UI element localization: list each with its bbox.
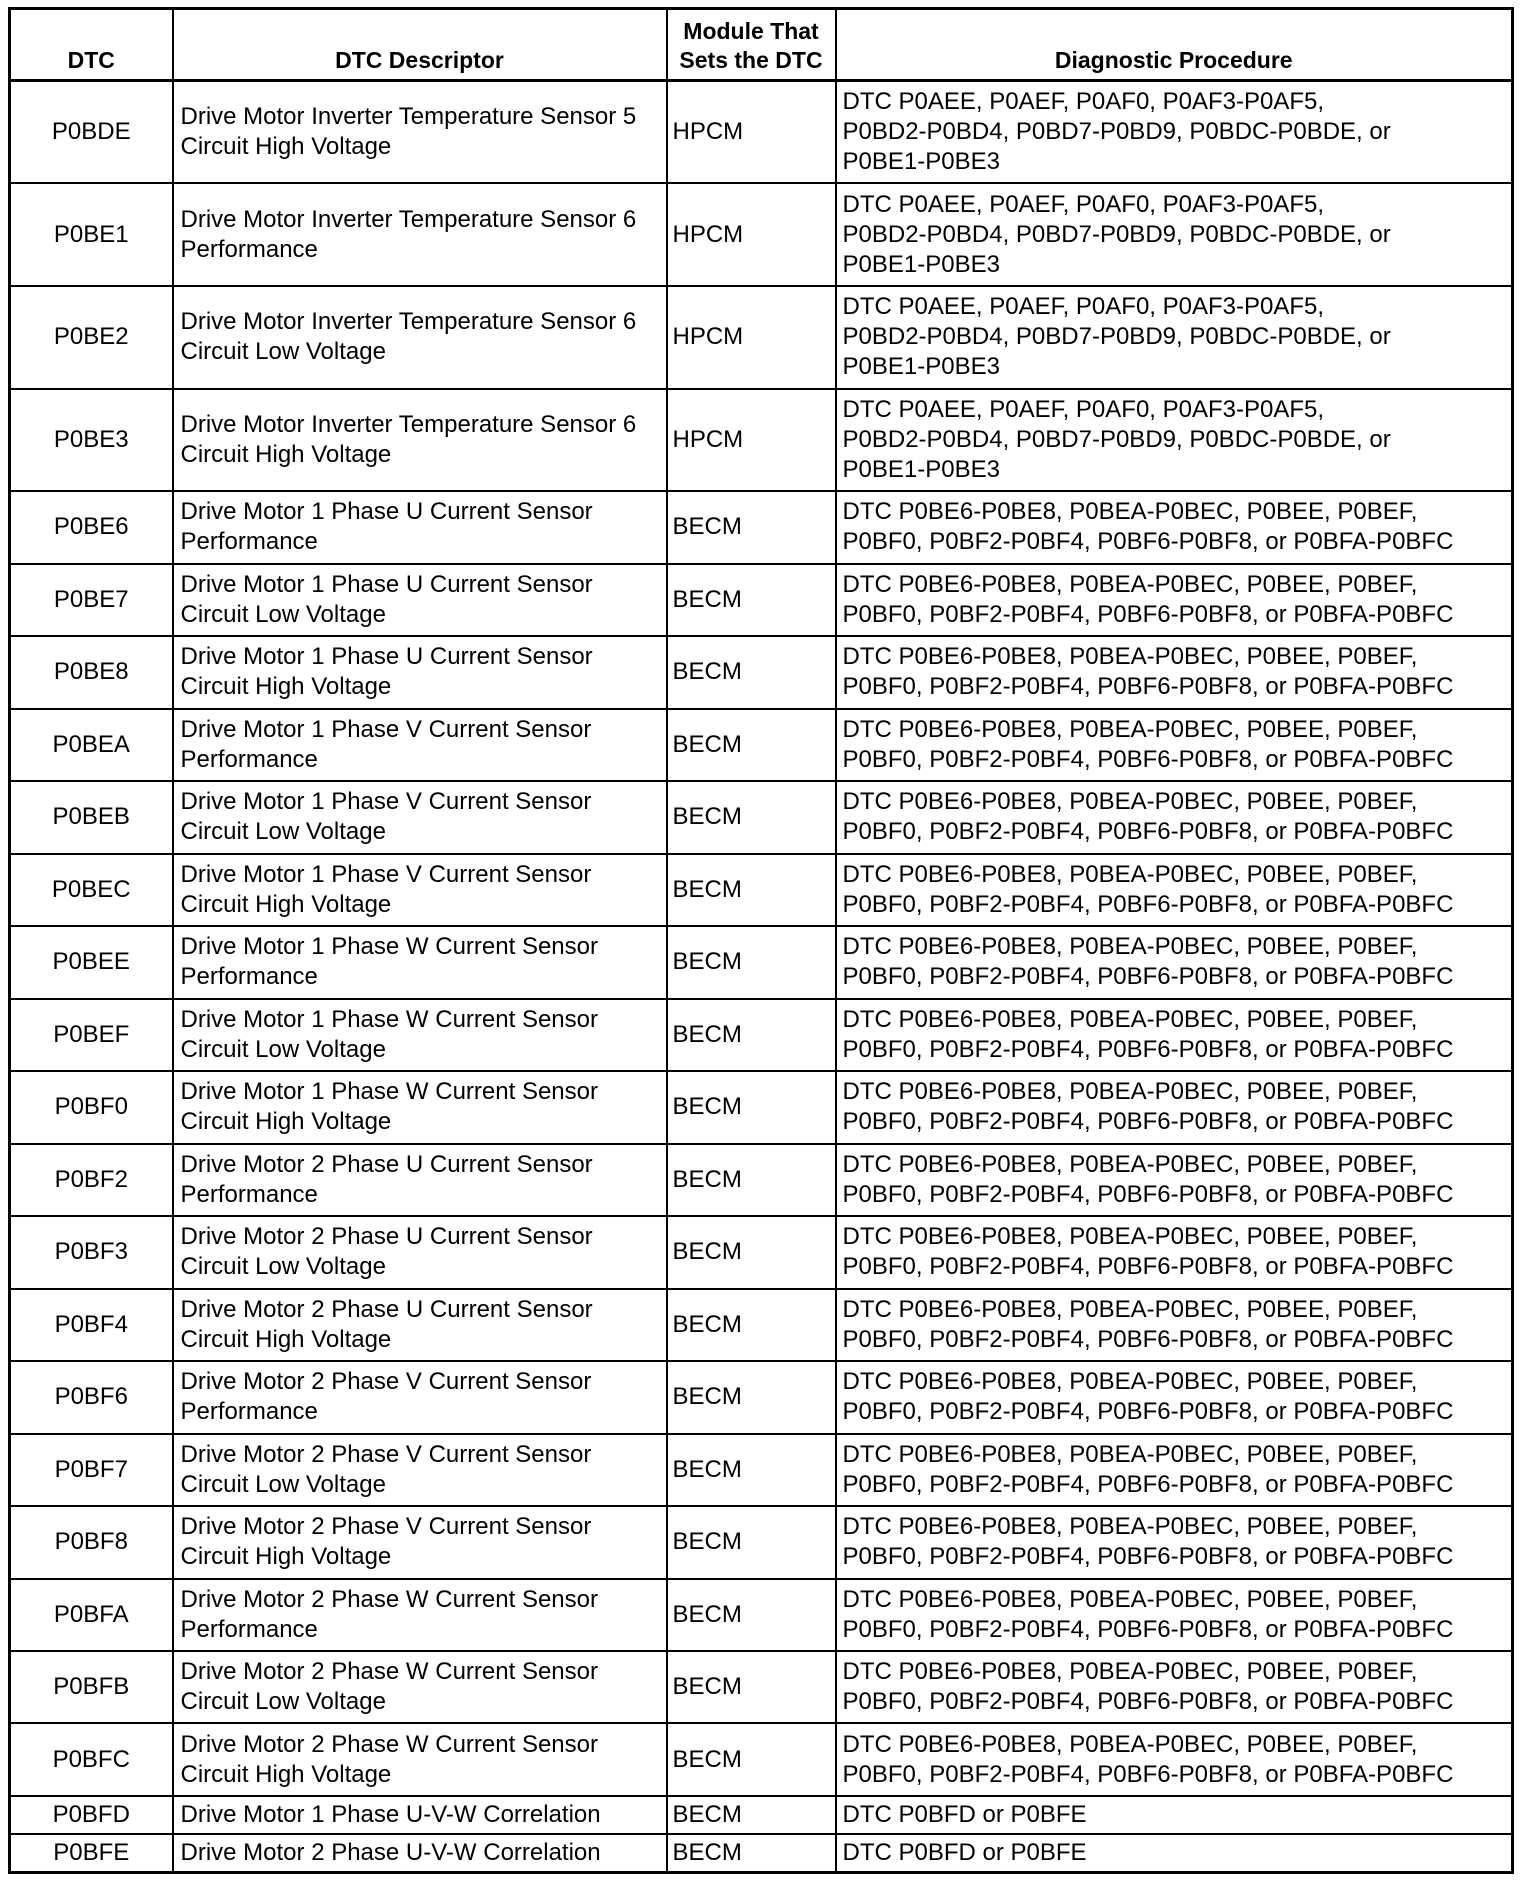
descriptor-line-2: Circuit High Voltage [180, 133, 392, 161]
procedure-line-1: DTC P0BE6-P0BE8, P0BEA-P0BEC, P0BEE, P0BEF, [842, 715, 1418, 743]
procedure-line-1: DTC P0BE6-P0BE8, P0BEA-P0BEC, P0BEE, P0BEF, [842, 1368, 1418, 1396]
module-cell: BECM [667, 1361, 836, 1433]
dtc-code-cell: P0BF7 [10, 1434, 173, 1506]
diagnostic-procedure-cell [836, 183, 1513, 286]
procedure-line-2: P0BF0, P0BF2-P0BF4, P0BF6-P0BF8, or P0BFA-P0BFC [842, 1108, 1454, 1136]
descriptor-line-1: Drive Motor 2 Phase U-V-W Correlation [180, 1839, 601, 1867]
descriptor-line-2: Performance [180, 1398, 318, 1426]
dtc-code-cell: P0BE6 [10, 491, 173, 563]
module-cell: BECM [667, 1216, 836, 1288]
dtc-code-cell: P0BFD [10, 1796, 173, 1834]
header-module-line1: Module That [683, 18, 819, 44]
diagnostic-procedure-cell [836, 1361, 1513, 1433]
procedure-line-2: P0BD2-P0BD4, P0BD7-P0BD9, P0BDC-P0BDE, or [842, 220, 1391, 248]
descriptor-line-2: Circuit Low Voltage [180, 1253, 386, 1281]
diagnostic-procedure-cell [836, 286, 1513, 389]
procedure-line-2: P0BF0, P0BF2-P0BF4, P0BF6-P0BF8, or P0BFA-P0BFC [842, 1035, 1454, 1063]
table-row [10, 854, 1513, 926]
diagnostic-procedure-cell [836, 1579, 1513, 1651]
table-row [10, 1723, 1513, 1795]
descriptor-line-1: Drive Motor 1 Phase U Current Sensor [180, 570, 593, 598]
procedure-line-1: DTC P0BE6-P0BE8, P0BEA-P0BEC, P0BEE, P0BEF, [842, 1440, 1418, 1468]
diagnostic-procedure-cell [836, 389, 1513, 492]
diagnostic-procedure-cell [836, 1434, 1513, 1506]
dtc-descriptor-cell [173, 1144, 667, 1216]
descriptor-line-2: Circuit Low Voltage [180, 338, 386, 366]
descriptor-line-1: Drive Motor 1 Phase W Current Sensor [180, 1078, 598, 1106]
descriptor-line-1: Drive Motor 1 Phase U Current Sensor [180, 643, 593, 671]
dtc-table [8, 7, 1514, 1874]
descriptor-line-1: Drive Motor 2 Phase W Current Sensor [180, 1585, 598, 1613]
dtc-code-cell: P0BEB [10, 781, 173, 853]
procedure-line-1: DTC P0BE6-P0BE8, P0BEA-P0BEC, P0BEE, P0BEF, [842, 788, 1418, 816]
descriptor-line-1: Drive Motor 2 Phase V Current Sensor [180, 1440, 592, 1468]
module-cell: BECM [667, 1289, 836, 1361]
table-row [10, 1361, 1513, 1433]
diagnostic-procedure-cell [836, 1289, 1513, 1361]
descriptor-line-2: Circuit High Voltage [180, 1760, 392, 1788]
dtc-code-cell: P0BF6 [10, 1361, 173, 1433]
dtc-descriptor-cell [173, 183, 667, 286]
dtc-code-cell: P0BF8 [10, 1506, 173, 1578]
module-cell: HPCM [667, 81, 836, 184]
table-row [10, 781, 1513, 853]
dtc-code-cell: P0BF3 [10, 1216, 173, 1288]
procedure-line-1: DTC P0BE6-P0BE8, P0BEA-P0BEC, P0BEE, P0BEF, [842, 1078, 1418, 1106]
descriptor-line-1: Drive Motor Inverter Temperature Sensor 6 [180, 205, 637, 233]
module-cell: BECM [667, 709, 836, 781]
procedure-line-1: DTC P0BE6-P0BE8, P0BEA-P0BEC, P0BEE, P0BEF, [842, 1005, 1418, 1033]
procedure-line-1: DTC P0BE6-P0BE8, P0BEA-P0BEC, P0BEE, P0BEF, [842, 1223, 1418, 1251]
dtc-descriptor-cell [173, 81, 667, 184]
descriptor-line-2: Circuit High Voltage [180, 1543, 392, 1571]
descriptor-line-2: Performance [180, 963, 318, 991]
dtc-descriptor-cell [173, 1834, 667, 1872]
procedure-line-2: P0BF0, P0BF2-P0BF4, P0BF6-P0BF8, or P0BFA-P0BFC [842, 1688, 1454, 1716]
dtc-code-cell: P0BEA [10, 709, 173, 781]
descriptor-line-2: Performance [180, 745, 318, 773]
procedure-line-1: DTC P0AEE, P0AEF, P0AF0, P0AF3-P0AF5, [842, 395, 1325, 423]
procedure-line-2: P0BD2-P0BD4, P0BD7-P0BD9, P0BDC-P0BDE, or [842, 118, 1391, 146]
procedure-line-2: P0BF0, P0BF2-P0BF4, P0BF6-P0BF8, or P0BFA-P0BFC [842, 818, 1454, 846]
table-row [10, 1579, 1513, 1651]
descriptor-line-1: Drive Motor 1 Phase V Current Sensor [180, 788, 592, 816]
dtc-descriptor-cell [173, 1651, 667, 1723]
dtc-descriptor-cell [173, 1796, 667, 1834]
procedure-line-2: P0BF0, P0BF2-P0BF4, P0BF6-P0BF8, or P0BFA-P0BFC [842, 963, 1454, 991]
header-procedure: Diagnostic Procedure [836, 9, 1513, 81]
dtc-descriptor-cell [173, 1361, 667, 1433]
dtc-descriptor-cell [173, 1434, 667, 1506]
procedure-line-3: P0BE1-P0BE3 [842, 148, 1000, 176]
module-cell: HPCM [667, 286, 836, 389]
procedure-line-1: DTC P0BE6-P0BE8, P0BEA-P0BEC, P0BEE, P0BEF, [842, 498, 1418, 526]
descriptor-line-2: Circuit High Voltage [180, 890, 392, 918]
dtc-code-cell: P0BFA [10, 1579, 173, 1651]
module-cell: BECM [667, 1506, 836, 1578]
descriptor-line-2: Circuit Low Voltage [180, 1470, 386, 1498]
procedure-line-1: DTC P0BE6-P0BE8, P0BEA-P0BEC, P0BEE, P0BEF, [842, 1295, 1418, 1323]
header-dtc: DTC [10, 9, 173, 81]
procedure-line-1: DTC P0AEE, P0AEF, P0AF0, P0AF3-P0AF5, [842, 293, 1325, 321]
module-cell: BECM [667, 1071, 836, 1143]
descriptor-line-2: Circuit High Voltage [180, 440, 392, 468]
descriptor-line-1: Drive Motor 1 Phase V Current Sensor [180, 860, 592, 888]
procedure-line-2: P0BF0, P0BF2-P0BF4, P0BF6-P0BF8, or P0BFA-P0BFC [842, 1543, 1454, 1571]
module-cell: BECM [667, 781, 836, 853]
dtc-descriptor-cell [173, 781, 667, 853]
module-cell: BECM [667, 491, 836, 563]
table-row [10, 564, 1513, 636]
descriptor-line-1: Drive Motor 2 Phase V Current Sensor [180, 1513, 592, 1541]
descriptor-line-1: Drive Motor 2 Phase U Current Sensor [180, 1223, 593, 1251]
dtc-code-cell: P0BE2 [10, 286, 173, 389]
descriptor-line-2: Performance [180, 1180, 318, 1208]
dtc-code-cell: P0BFC [10, 1723, 173, 1795]
dtc-code-cell: P0BEC [10, 854, 173, 926]
diagnostic-procedure-cell [836, 781, 1513, 853]
table-row [10, 999, 1513, 1071]
descriptor-line-2: Circuit Low Voltage [180, 1035, 386, 1063]
module-cell: BECM [667, 1144, 836, 1216]
table-row [10, 926, 1513, 998]
diagnostic-procedure-cell [836, 636, 1513, 708]
diagnostic-procedure-cell [836, 1796, 1513, 1834]
table-row [10, 1434, 1513, 1506]
procedure-line-3: P0BE1-P0BE3 [842, 353, 1000, 381]
dtc-code-cell: P0BF2 [10, 1144, 173, 1216]
dtc-code-cell: P0BF4 [10, 1289, 173, 1361]
procedure-line-1: DTC P0AEE, P0AEF, P0AF0, P0AF3-P0AF5, [842, 88, 1325, 116]
dtc-descriptor-cell [173, 926, 667, 998]
procedure-line-1: DTC P0BE6-P0BE8, P0BEA-P0BEC, P0BEE, P0BEF, [842, 1658, 1418, 1686]
descriptor-line-2: Circuit High Voltage [180, 1108, 392, 1136]
dtc-code-cell: P0BEE [10, 926, 173, 998]
descriptor-line-1: Drive Motor Inverter Temperature Sensor 6 [180, 410, 637, 438]
module-cell: BECM [667, 999, 836, 1071]
procedure-line-1: DTC P0BE6-P0BE8, P0BEA-P0BEC, P0BEE, P0BEF, [842, 933, 1418, 961]
procedure-line-1: DTC P0BE6-P0BE8, P0BEA-P0BEC, P0BEE, P0BEF, [842, 1150, 1418, 1178]
procedure-line-2: P0BF0, P0BF2-P0BF4, P0BF6-P0BF8, or P0BFA-P0BFC [842, 1253, 1454, 1281]
dtc-code-cell: P0BE7 [10, 564, 173, 636]
descriptor-line-1: Drive Motor 2 Phase U Current Sensor [180, 1295, 593, 1323]
procedure-line-1: DTC P0BE6-P0BE8, P0BEA-P0BEC, P0BEE, P0BEF, [842, 643, 1418, 671]
module-cell: BECM [667, 1579, 836, 1651]
procedure-line-2: P0BF0, P0BF2-P0BF4, P0BF6-P0BF8, or P0BFA-P0BFC [842, 1470, 1454, 1498]
procedure-line-1: DTC P0BFD or P0BFE [842, 1801, 1087, 1829]
table-row [10, 1289, 1513, 1361]
procedure-line-3: P0BE1-P0BE3 [842, 455, 1000, 483]
dtc-descriptor-cell [173, 564, 667, 636]
module-cell: BECM [667, 1723, 836, 1795]
descriptor-line-2: Performance [180, 1615, 318, 1643]
dtc-code-cell: P0BE3 [10, 389, 173, 492]
header-descriptor: DTC Descriptor [173, 9, 667, 81]
procedure-line-2: P0BD2-P0BD4, P0BD7-P0BD9, P0BDC-P0BDE, or [842, 323, 1391, 351]
dtc-descriptor-cell [173, 491, 667, 563]
diagnostic-procedure-cell [836, 926, 1513, 998]
module-cell: BECM [667, 854, 836, 926]
descriptor-line-1: Drive Motor 2 Phase W Current Sensor [180, 1658, 598, 1686]
diagnostic-procedure-cell [836, 1723, 1513, 1795]
procedure-line-1: DTC P0BE6-P0BE8, P0BEA-P0BEC, P0BEE, P0BEF, [842, 1513, 1418, 1541]
descriptor-line-2: Circuit High Voltage [180, 1325, 392, 1353]
procedure-line-1: DTC P0BFD or P0BFE [842, 1839, 1087, 1867]
descriptor-line-2: Circuit Low Voltage [180, 600, 386, 628]
table-row [10, 491, 1513, 563]
procedure-line-1: DTC P0BE6-P0BE8, P0BEA-P0BEC, P0BEE, P0BEF, [842, 1730, 1418, 1758]
dtc-code-cell: P0BEF [10, 999, 173, 1071]
descriptor-line-1: Drive Motor Inverter Temperature Sensor 6 [180, 308, 637, 336]
procedure-line-2: P0BF0, P0BF2-P0BF4, P0BF6-P0BF8, or P0BFA-P0BFC [842, 528, 1454, 556]
descriptor-line-1: Drive Motor 1 Phase W Current Sensor [180, 933, 598, 961]
diagnostic-procedure-cell [836, 1651, 1513, 1723]
module-cell: HPCM [667, 389, 836, 492]
dtc-descriptor-cell [173, 1506, 667, 1578]
descriptor-line-1: Drive Motor 1 Phase W Current Sensor [180, 1005, 598, 1033]
dtc-code-cell: P0BE8 [10, 636, 173, 708]
table-row [10, 286, 1513, 389]
dtc-descriptor-cell [173, 1216, 667, 1288]
dtc-descriptor-cell [173, 1071, 667, 1143]
diagnostic-procedure-cell [836, 1144, 1513, 1216]
module-cell: BECM [667, 1834, 836, 1872]
procedure-line-2: P0BD2-P0BD4, P0BD7-P0BD9, P0BDC-P0BDE, or [842, 425, 1391, 453]
descriptor-line-1: Drive Motor 2 Phase U Current Sensor [180, 1150, 593, 1178]
dtc-code-cell: P0BDE [10, 81, 173, 184]
dtc-descriptor-cell [173, 286, 667, 389]
module-cell: BECM [667, 1651, 836, 1723]
table-row [10, 1834, 1513, 1872]
dtc-code-cell: P0BFB [10, 1651, 173, 1723]
module-cell: BECM [667, 636, 836, 708]
module-cell: BECM [667, 1796, 836, 1834]
procedure-line-2: P0BF0, P0BF2-P0BF4, P0BF6-P0BF8, or P0BFA-P0BFC [842, 600, 1454, 628]
procedure-line-2: P0BF0, P0BF2-P0BF4, P0BF6-P0BF8, or P0BFA-P0BFC [842, 1180, 1454, 1208]
table-row [10, 1071, 1513, 1143]
table-row [10, 1216, 1513, 1288]
dtc-descriptor-cell [173, 709, 667, 781]
dtc-code-cell: P0BF0 [10, 1071, 173, 1143]
header-module [667, 9, 836, 81]
header-module-line2: Sets the DTC [679, 47, 823, 73]
module-cell: BECM [667, 564, 836, 636]
procedure-line-2: P0BF0, P0BF2-P0BF4, P0BF6-P0BF8, or P0BFA-P0BFC [842, 1760, 1454, 1788]
dtc-code-cell: P0BE1 [10, 183, 173, 286]
descriptor-line-2: Circuit High Voltage [180, 673, 392, 701]
table-row [10, 81, 1513, 184]
descriptor-line-1: Drive Motor 1 Phase U Current Sensor [180, 498, 593, 526]
descriptor-line-1: Drive Motor 1 Phase V Current Sensor [180, 715, 592, 743]
dtc-descriptor-cell [173, 1723, 667, 1795]
table-body [10, 81, 1513, 1873]
module-cell: BECM [667, 1434, 836, 1506]
procedure-line-2: P0BF0, P0BF2-P0BF4, P0BF6-P0BF8, or P0BFA-P0BFC [842, 1398, 1454, 1426]
header-row [10, 9, 1513, 81]
dtc-descriptor-cell [173, 1579, 667, 1651]
descriptor-line-1: Drive Motor 2 Phase W Current Sensor [180, 1730, 598, 1758]
diagnostic-procedure-cell [836, 491, 1513, 563]
table-row [10, 1506, 1513, 1578]
diagnostic-procedure-cell [836, 1071, 1513, 1143]
descriptor-line-1: Drive Motor Inverter Temperature Sensor 5 [180, 103, 637, 131]
diagnostic-procedure-cell [836, 709, 1513, 781]
table-header [10, 9, 1513, 81]
diagnostic-procedure-cell [836, 81, 1513, 184]
procedure-line-2: P0BF0, P0BF2-P0BF4, P0BF6-P0BF8, or P0BFA-P0BFC [842, 890, 1454, 918]
procedure-line-1: DTC P0AEE, P0AEF, P0AF0, P0AF3-P0AF5, [842, 190, 1325, 218]
diagnostic-procedure-cell [836, 854, 1513, 926]
table-row [10, 636, 1513, 708]
table-row [10, 1796, 1513, 1834]
procedure-line-1: DTC P0BE6-P0BE8, P0BEA-P0BEC, P0BEE, P0BEF, [842, 1585, 1418, 1613]
procedure-line-1: DTC P0BE6-P0BE8, P0BEA-P0BEC, P0BEE, P0BEF, [842, 860, 1418, 888]
table-row [10, 183, 1513, 286]
dtc-code-cell: P0BFE [10, 1834, 173, 1872]
dtc-descriptor-cell [173, 1289, 667, 1361]
diagnostic-procedure-cell [836, 999, 1513, 1071]
procedure-line-2: P0BF0, P0BF2-P0BF4, P0BF6-P0BF8, or P0BFA-P0BFC [842, 1615, 1454, 1643]
procedure-line-2: P0BF0, P0BF2-P0BF4, P0BF6-P0BF8, or P0BFA-P0BFC [842, 673, 1454, 701]
diagnostic-procedure-cell [836, 564, 1513, 636]
descriptor-line-2: Performance [180, 235, 318, 263]
dtc-descriptor-cell [173, 854, 667, 926]
dtc-descriptor-cell [173, 636, 667, 708]
procedure-line-1: DTC P0BE6-P0BE8, P0BEA-P0BEC, P0BEE, P0BEF, [842, 570, 1418, 598]
descriptor-line-2: Performance [180, 528, 318, 556]
procedure-line-2: P0BF0, P0BF2-P0BF4, P0BF6-P0BF8, or P0BFA-P0BFC [842, 745, 1454, 773]
descriptor-line-1: Drive Motor 2 Phase V Current Sensor [180, 1368, 592, 1396]
descriptor-line-1: Drive Motor 1 Phase U-V-W Correlation [180, 1801, 601, 1829]
table-row [10, 1651, 1513, 1723]
diagnostic-procedure-cell [836, 1216, 1513, 1288]
table-row [10, 389, 1513, 492]
dtc-descriptor-cell [173, 389, 667, 492]
table-row [10, 1144, 1513, 1216]
table-row [10, 709, 1513, 781]
diagnostic-procedure-cell [836, 1506, 1513, 1578]
descriptor-line-2: Circuit Low Voltage [180, 818, 386, 846]
diagnostic-procedure-cell [836, 1834, 1513, 1872]
module-cell: BECM [667, 926, 836, 998]
module-cell: HPCM [667, 183, 836, 286]
procedure-line-2: P0BF0, P0BF2-P0BF4, P0BF6-P0BF8, or P0BFA-P0BFC [842, 1325, 1454, 1353]
descriptor-line-2: Circuit Low Voltage [180, 1688, 386, 1716]
dtc-descriptor-cell [173, 999, 667, 1071]
procedure-line-3: P0BE1-P0BE3 [842, 250, 1000, 278]
